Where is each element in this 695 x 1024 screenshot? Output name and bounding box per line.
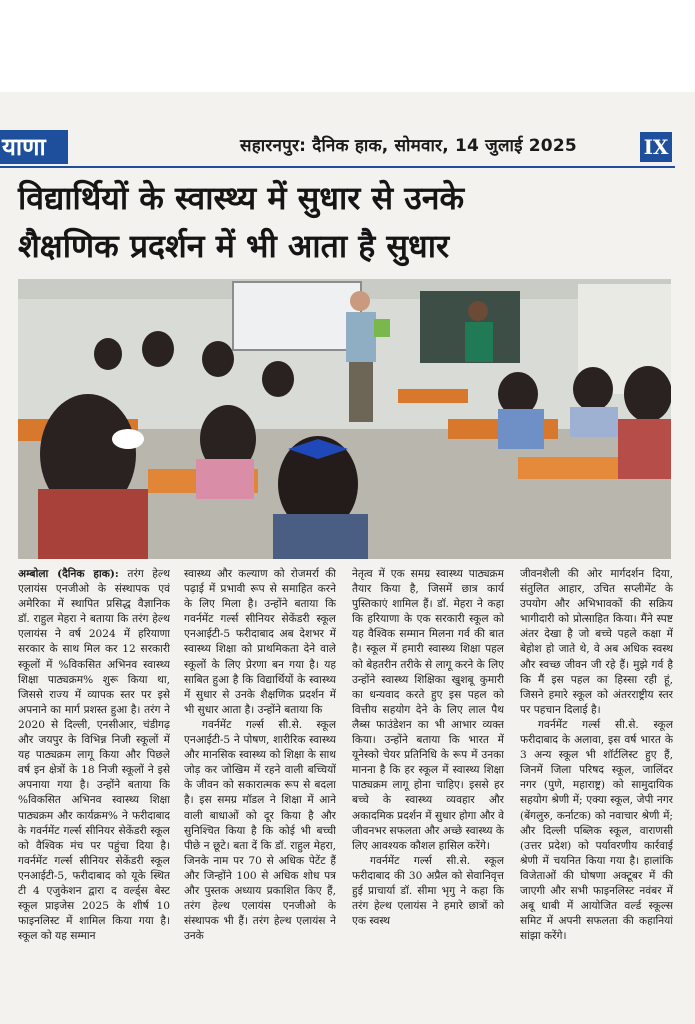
article-body — [18, 567, 673, 1022]
col3-paragraph-1: नेतृत्व में एक समग्र स्वास्थ्य पाठ्यक्रम तैयार किया है, जिसमें छात्र कार्य पुस्तिकाएं शामिल हैं। डॉ. मेहरा ने कहा कि हरियाणा के एक सरकारी स्कूल को यह वैश्विक सम्मान मिलना गर्व की बात है। स्कूल में हमारी स्वास्थ्य शिक्षा पहल को बेहतरीन तरीके से लागू करने के लिए उन्होंने स्वास्थ्य शिक्षिका खुशबू कुमारी का धन्यवाद करते हुए इस पहल को वित्तीय सहयोग देने के लिए लाल पैथ लैब्स फाउंडेशन का भी आभार व्यक्त किया। उन्होंने बताया कि भारत में यूनेस्को चेयर प्रतिनिधि के रूप में उनका मानना है कि हर स्कूल में स्वास्थ्य शिक्षा पाठ्यक्रम लागू होना चाहिए। इससे हर बच्चे के स्वास्थ्य व्यवहार और अकादमिक प्रदर्शन में सुधार होगा और वे जीवनभर सफलता और अच्छे स्वास्थ्य के लिए आवश्यक कौशल हासिल करेंगे। — [352, 568, 504, 852]
classroom-photo-illustration — [18, 279, 671, 559]
headline-line-1: विद्यार्थियों के स्वास्थ्य में सुधार से उनके — [18, 179, 465, 217]
article-column-3 — [352, 567, 504, 1022]
col2-paragraph-1: स्वास्थ्य और कल्याण को रोजमर्रा की पढ़ाई में प्रभावी रूप से समाहित करने के लिए मिला है। उन्होंने बताया कि गवर्नमेंट गर्ल्स सीनियर सेकेंडरी स्कूल एनआईटी-5 फरीदाबाद अब देशभर में स्वास्थ्य शिक्षा को प्राथमिकता देने वाले स्कूलों के लिए प्रेरणा बन गया है। यह साबित हुआ है कि विद्यार्थियों के स्वास्थ्य में सुधार से उनके शैक्षणिक प्रदर्शन में भी सुधार आता है। उन्होंने बताया कि — [184, 568, 336, 716]
col2-paragraph-2: गवर्नमेंट गर्ल्स सी.से. स्कूल एनआईटी-5 ने पोषण, शारीरिक स्वास्थ्य और मानसिक स्वास्थ्य को शिक्षा के साथ जोड़ कर जोखिम में रहने वाली बच्चियों के जीवन को सकारात्मक रूप से बदला है। इस समग्र मॉडल ने शिक्षा में आने वाली बाधाओं को दूर किया है और सुनिश्चित किया है कि कोई भी बच्ची पीछे न छूटे। बता दें कि डॉ. राहुल मेहरा, जिनके नाम पर 70 से अधिक पेटेंट हैं और जिन्होंने 100 से अधिक शोध पत्र और पुस्तक अध्याय प्रकाशित किए हैं, तरंग हेल्थ एलायंस एनजीओ के संस्थापक भी हैं। तरंग हेल्थ एलायंस ने उनके — [184, 718, 336, 943]
article-dateline: अम्बोला (दैनिक हाक): — [18, 568, 119, 580]
article-column-4 — [520, 567, 673, 1022]
article-column-1 — [18, 567, 170, 1022]
col3-paragraph-2: गवर्नमेंट गर्ल्स सी.से. स्कूल फरीदाबाद की 30 अप्रैल को सेवानिवृत्त हुई प्राचार्या डॉ. सीमा भृगु ने कहा कि तरंग हेल्थ एलायंस ने हमारे छात्रों को एक स्वस्थ — [352, 854, 504, 928]
col1-text: तरंग हेल्थ एलायंस एनजीओ के संस्थापक एवं अमेरिका में स्थापित प्रसिद्ध वैज्ञानिक डॉ. राहुल मेहरा ने बताया कि तरंग हेल्थ एलायंस ने वर्ष 2024 में हरियाणा सरकार के साथ मिल कर 12 सरकारी स्कूलों में %विकसित अभिनव स्वास्थ्य शिक्षा पाठ्यक्रम% शुरू किया था, जिससे राज्य में व्यापक स्तर पर इसे अपनाने का मार्ग प्रशस्त हुआ है। तरंग ने 2020 से दिल्ली, एनसीआर, चंडीगढ़ और जयपुर के विभिन्न निजी स्कूलों में यह पाठ्यक्रम लागू किया और पिछले वर्ष इन क्षेत्रों के 18 निजी स्कूलों ने इसे अपनाया गया है। उन्होंने बताया कि %विकसित अभिनव स्वास्थ्य शिक्षा पाठ्यक्रम और कार्यक्रम% ने फरीदाबाद के गवर्नमेंट गर्ल्स सीनियर सेकेंडरी स्कूल को वैश्विक मंच पर पहुंचा दिया है। गवर्नमेंट गर्ल्स सीनियर सेकेंडरी स्कूल एनआईटी-5, फरीदाबाद को यूके स्थित टी 4 एजुकेशन द्वारा द वर्ल्ड्स बेस्ट स्कूल प्राइजेस 2025 के शीर्ष 10 फाइनलिस्ट में शामिल किया गया है। स्कूल को यह सम्मान — [18, 568, 170, 943]
article-column-2 — [184, 567, 336, 1022]
col4-paragraph-1: जीवनशैली की ओर मार्गदर्शन दिया, संतुलित आहार, उचित सप्लीमेंट के उपयोग और अभिभावकों की सक्रिय भागीदारी को प्रोत्साहित किया। मैंने स्पष्ट अंतर देखा है जो बच्चे पहले कक्षा में बेहोश हो जाते थे, वे अब अधिक स्वस्थ और स्वच्छ जीवन जी रहे हैं। मुझे गर्व है कि मैं इस पहल का हिस्सा रही हूं, जिसने हमारे स्कूल को अंतरराष्ट्रीय स्तर पर पहचान दिलाई है। — [520, 568, 673, 716]
col1-paragraph — [18, 567, 170, 944]
page-number-badge: IX — [640, 132, 672, 162]
page-header — [0, 130, 675, 166]
header-rule — [0, 166, 675, 168]
top-margin — [0, 0, 695, 92]
state-section-tag: याणा — [0, 130, 68, 164]
headline — [18, 174, 668, 270]
headline-line-2: शैक्षणिक प्रदर्शन में भी आता है सुधार — [18, 227, 450, 265]
col4-paragraph-2: गवर्नमेंट गर्ल्स सी.से. स्कूल फरीदाबाद के अलावा, इस वर्ष भारत के 3 अन्य स्कूल भी शॉर्टलिस्ट हुए हैं, जिनमें जिला परिषद स्कूल, जालिंदर नगर (पुणे, महाराष्ट्र) को सामुदायिक सहयोग श्रेणी में; एक्या स्कूल, जेपी नगर (बेंगलुरु, कर्नाटक) को नवाचार श्रेणी में; और दिल्ली पब्लिक स्कूल, वाराणसी (उत्तर प्रदेश) को पर्यावरणीय कार्रवाई श्रेणी में चयनित किया गया है। हालांकि विजेताओं की घोषणा अक्टूबर में की जाएगी और सभी फाइनलिस्ट नवंबर में अबू धाबी में आयोजित वर्ल्ड स्कूल्स समिट में अपनी सफलता की कहानियां सांझा करेंगे। — [520, 718, 673, 943]
classroom-photo — [18, 279, 671, 559]
dateline: सहारनपुर: दैनिक हाक, सोमवार, 14 जुलाई 2025 — [240, 136, 577, 156]
